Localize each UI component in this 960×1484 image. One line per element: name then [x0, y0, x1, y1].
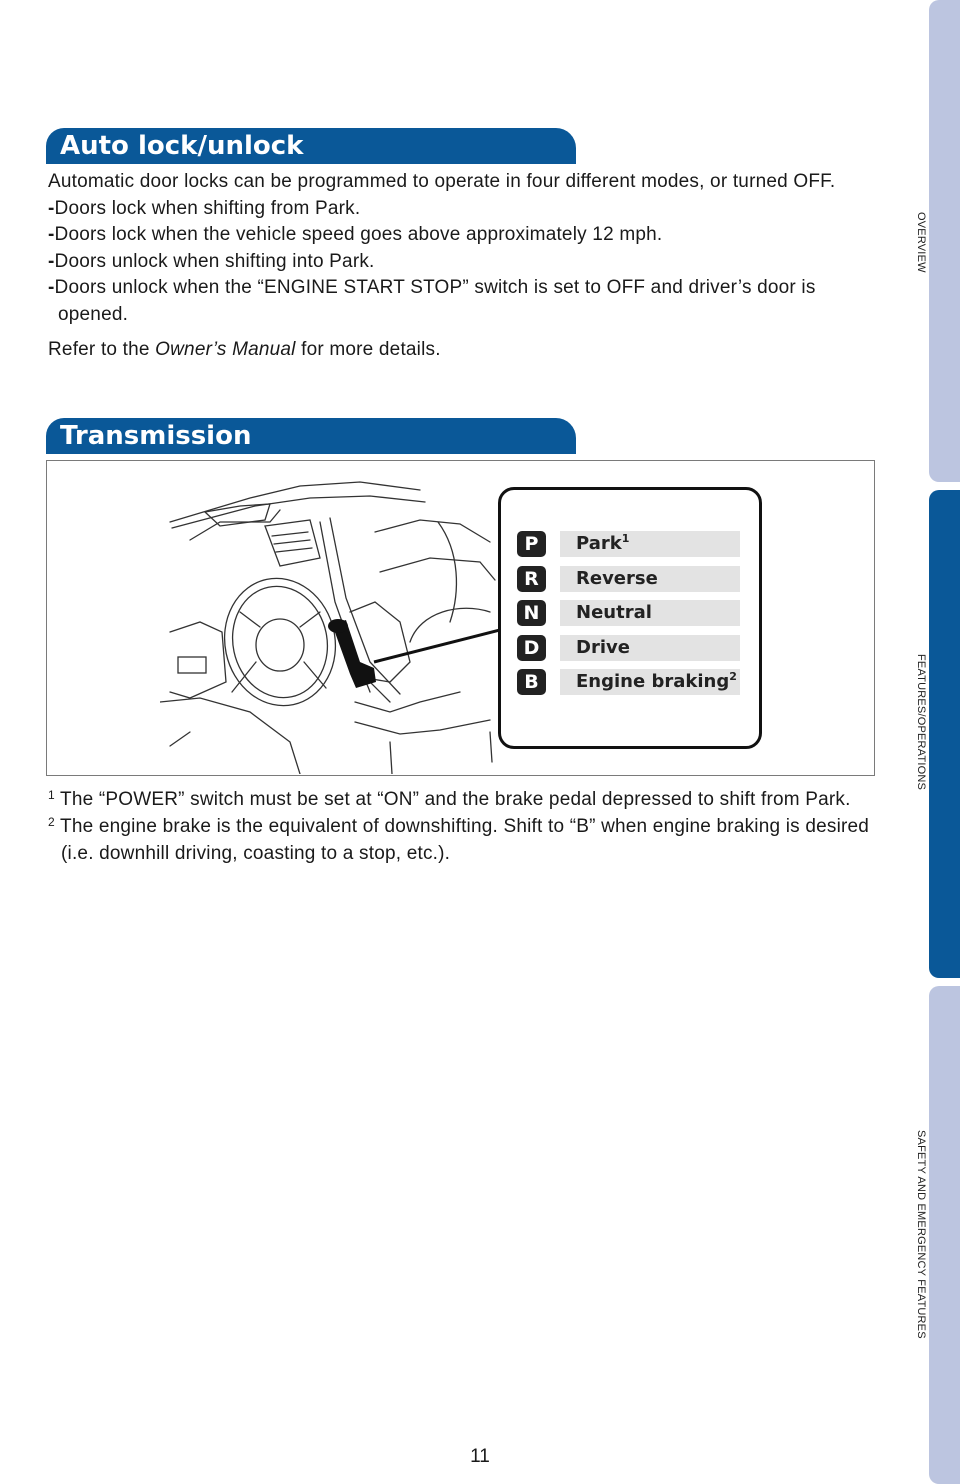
footnote-1: $^1$ The “POWER” switch must be set at “ON” and the brake pedal depressed to shift from Park.: [48, 788, 851, 810]
sidebar-label-features-operations: FEATURES/OPERATIONS: [915, 654, 927, 791]
gear-label-park: Park$^1$: [560, 531, 740, 557]
gear-label-engine-braking: Engine braking$^2$: [560, 669, 740, 695]
sidebar-label-overview: OVERVIEW: [915, 212, 927, 273]
sidebar-tab-features-operations[interactable]: [929, 490, 960, 978]
transmission-footnotes: [48, 786, 878, 867]
auto-lock-bullet-1: -Doors lock when shifting from Park.: [48, 197, 361, 219]
gear-badge-b: B: [517, 669, 546, 695]
gear-label-neutral: Neutral: [560, 600, 740, 626]
section-heading-transmission: Transmission: [46, 418, 576, 454]
auto-lock-bullet-2: -Doors lock when the vehicle speed goes above approximately 12 mph.: [48, 224, 663, 245]
page-number: 11: [470, 1446, 490, 1467]
gear-badge-n: N: [517, 600, 546, 626]
gear-label-drive: Drive: [560, 635, 740, 661]
auto-lock-intro: Automatic door locks can be programmed to operate in four different modes, or turned OFF.: [48, 171, 836, 192]
owners-manual-reference: Refer to the Owner’s Manual for more details.: [48, 339, 441, 360]
gear-badge-d: D: [517, 635, 546, 661]
gear-badge-r: R: [517, 566, 546, 592]
gear-label-reverse: Reverse: [560, 566, 740, 592]
gear-badge-p: P: [517, 531, 546, 557]
section-heading-auto-lock: Auto lock/unlock: [46, 128, 576, 164]
auto-lock-bullet-4: -Doors unlock when the “ENGINE START STOP” switch is set to OFF and driver’s door is opened.: [48, 277, 816, 325]
auto-lock-body: [48, 169, 868, 364]
sidebar-tab-overview[interactable]: [929, 0, 960, 482]
footnote-2: $^2$ The engine brake is the equivalent of downshifting. Shift to “B” when engine braking is desired (i.e. downhill driving, coasting to a stop, etc.).: [48, 815, 870, 864]
auto-lock-bullet-3: -Doors unlock when shifting into Park.: [48, 250, 375, 272]
sidebar-tab-safety-emergency[interactable]: [929, 986, 960, 1484]
car-interior-illustration: [160, 462, 500, 774]
sidebar-label-safety-emergency: SAFETY AND EMERGENCY FEATURES: [915, 1130, 927, 1339]
